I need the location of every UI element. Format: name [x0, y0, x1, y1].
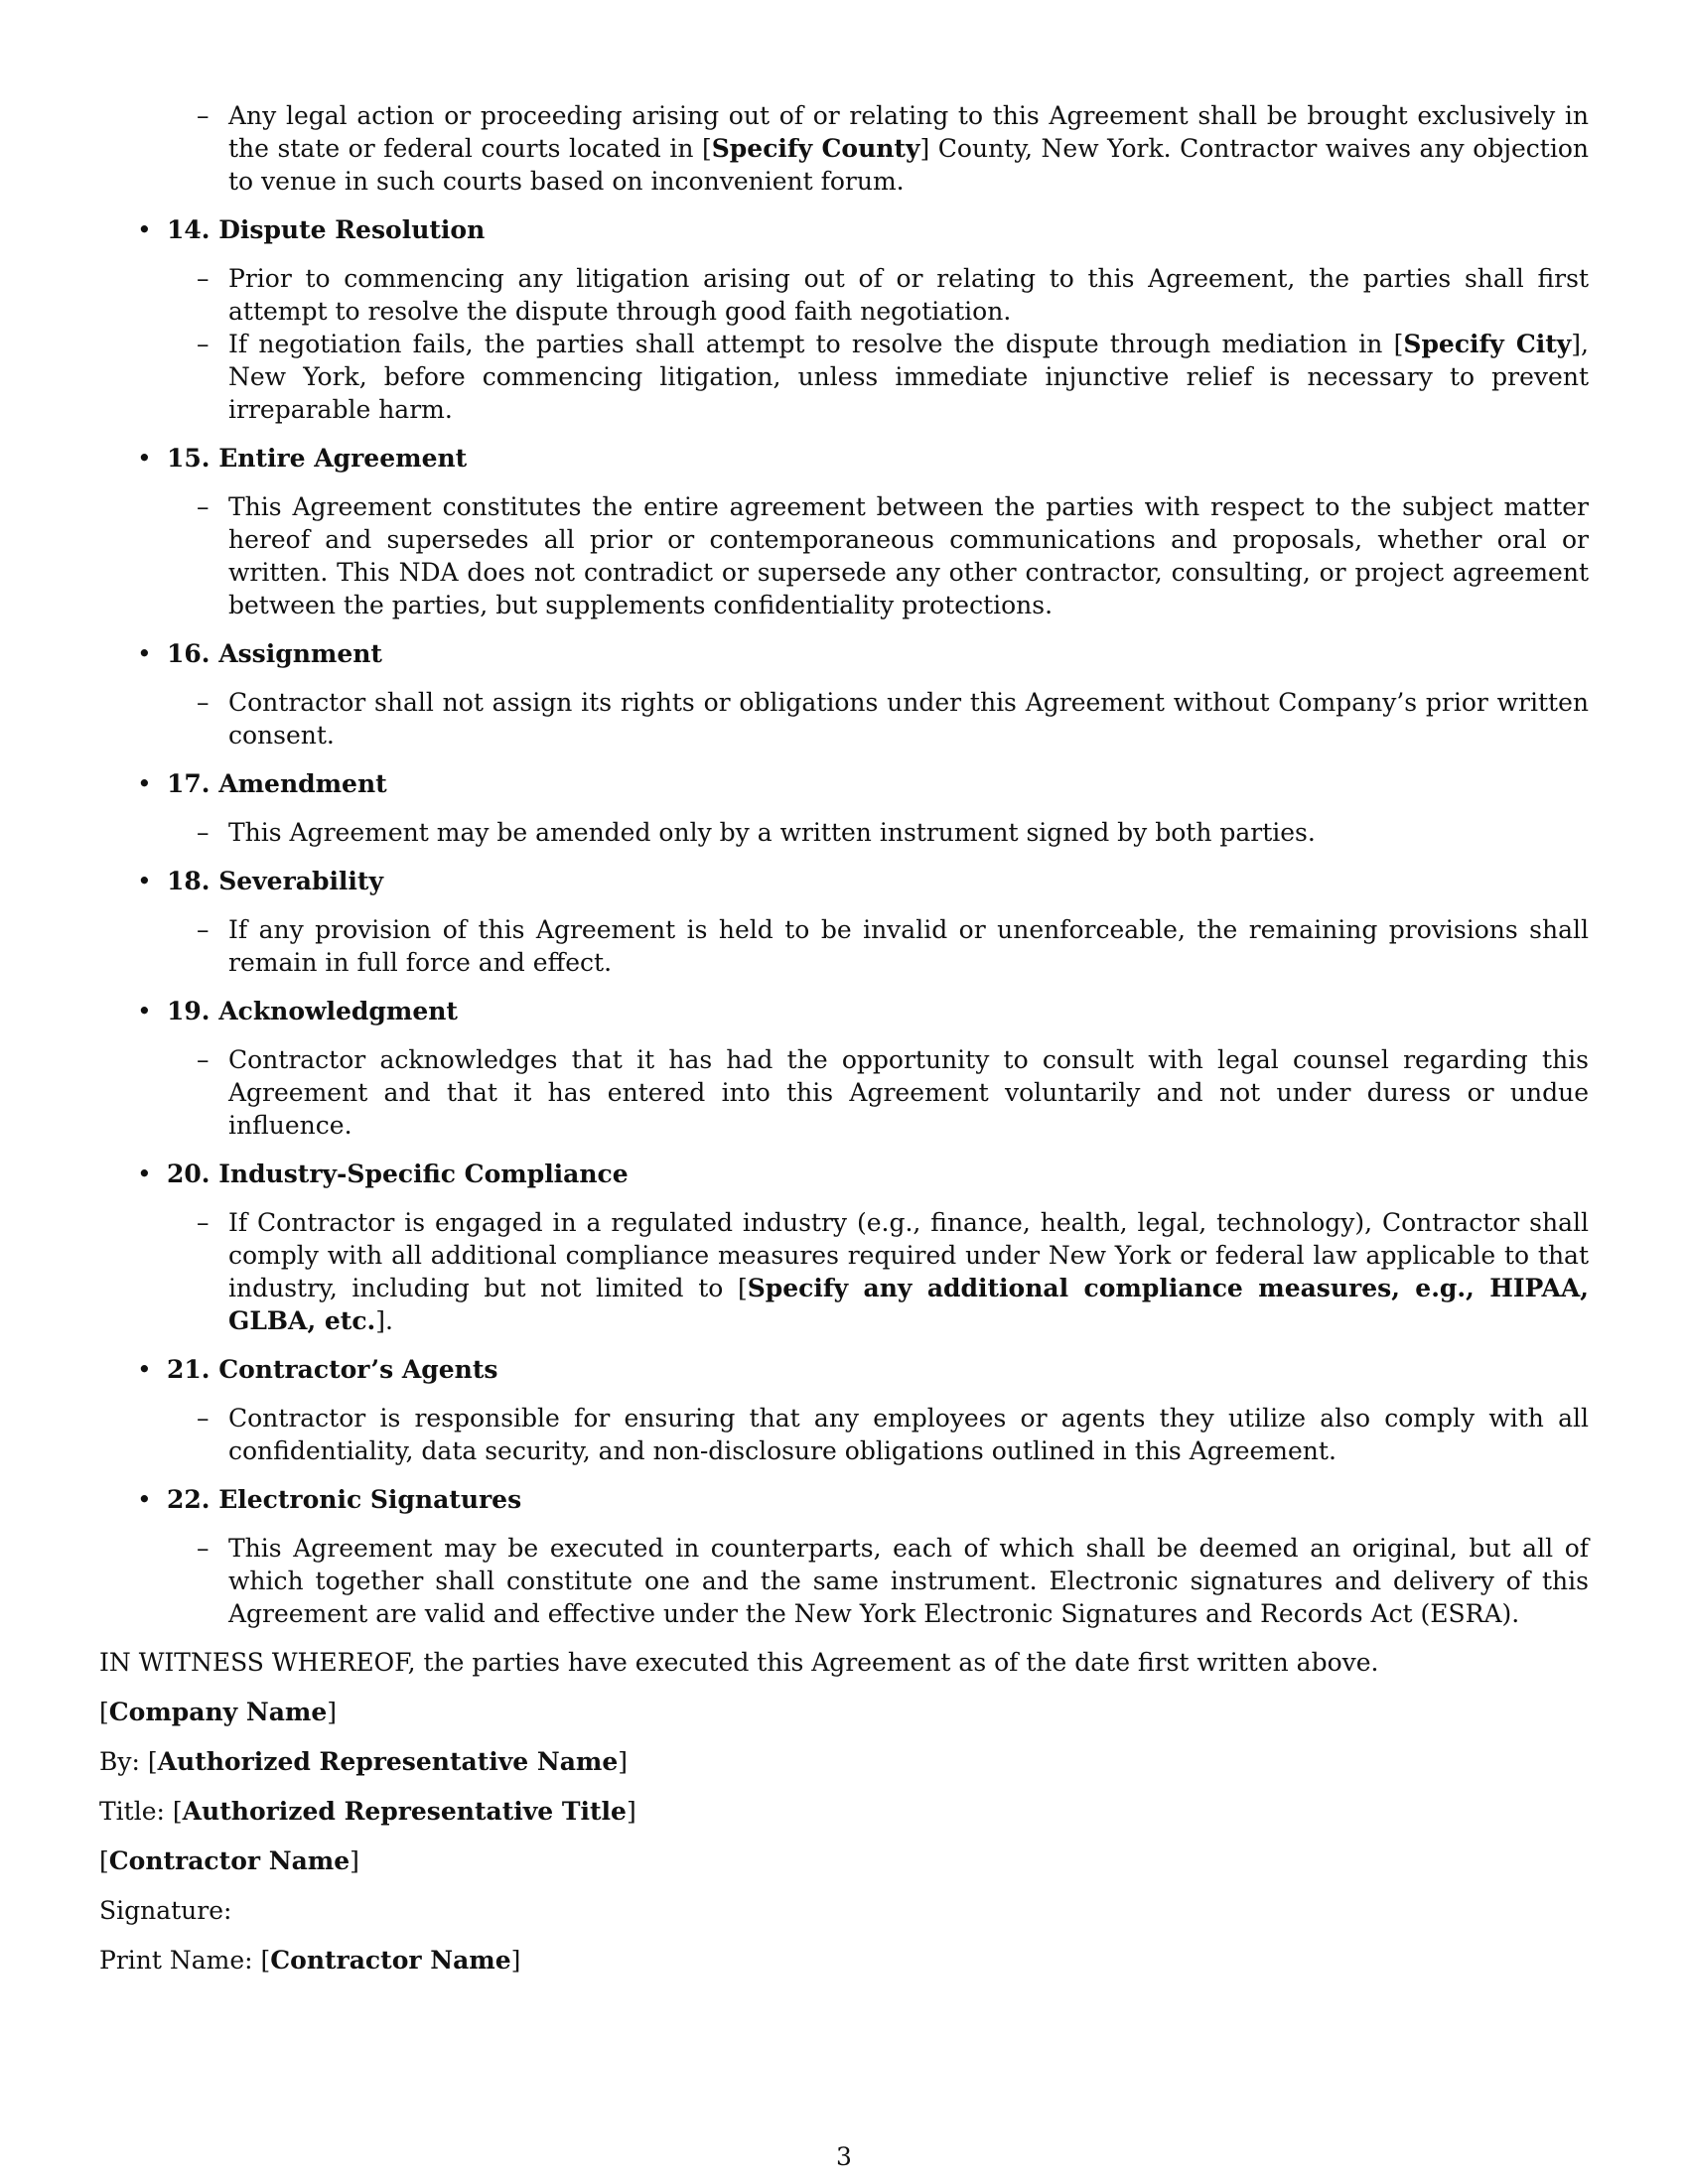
sub-item — [99, 913, 1589, 979]
section-22 — [99, 1483, 1589, 1630]
section-title: 14. Dispute Resolution — [167, 215, 486, 244]
section-20 — [99, 1158, 1589, 1337]
bullet-marker: • — [137, 769, 152, 798]
section-title: 18. Severability — [167, 867, 384, 895]
sub-item — [99, 328, 1589, 426]
section-heading — [99, 995, 1589, 1027]
title-label: Title: [ — [99, 1797, 183, 1826]
sub-item-text: Contractor is responsible for ensuring that any employees or agents they utilize also comply with all confidentiality, data security, and non-disclosure obligations outlined in this Agreement. — [228, 1404, 1589, 1465]
dash-marker: – — [197, 915, 210, 944]
contractor-name-line — [99, 1844, 1589, 1877]
sub-item-text: Prior to commencing any litigation arising out of or relating to this Agreement, the parties shall first attempt to resolve the dispute through good faith negotiation. — [228, 264, 1589, 326]
sub-item — [99, 1532, 1589, 1630]
section-16 — [99, 637, 1589, 751]
print-name-line — [99, 1944, 1589, 1977]
section-title: 15. Entire Agreement — [167, 444, 468, 473]
dash-marker: – — [197, 1534, 210, 1563]
placeholder-print-name: Contractor Name — [270, 1946, 511, 1975]
document-content — [99, 99, 1589, 1993]
bullet-marker: • — [137, 1160, 152, 1188]
placeholder-contractor-name: Contractor Name — [108, 1846, 351, 1875]
sub-item-text: ]. — [375, 1306, 393, 1335]
sub-item-text: If any provision of this Agreement is held to be invalid or unenforceable, the remaining provisions shall remain in full force and effect. — [228, 915, 1589, 977]
sub-item-text: If negotiation fails, the parties shall attempt to resolve the dispute through mediation in [ — [228, 330, 1404, 358]
section-heading — [99, 1483, 1589, 1516]
sub-item — [99, 490, 1589, 621]
bullet-marker: • — [137, 639, 152, 668]
dash-marker: – — [197, 101, 210, 130]
signature-line: Signature: — [99, 1896, 232, 1925]
page-number: 3 — [836, 2142, 852, 2171]
bullet-marker: • — [137, 997, 152, 1025]
dash-marker: – — [197, 688, 210, 717]
dash-marker: – — [197, 330, 210, 358]
bullet-marker: • — [137, 215, 152, 244]
section-title: 16. Assignment — [167, 639, 382, 668]
title-line — [99, 1795, 1589, 1828]
placeholder-company-name: Company Name — [108, 1698, 328, 1726]
placeholder-rep-name: Authorized Representative Name — [157, 1747, 619, 1776]
bracket: [ — [99, 1698, 109, 1726]
section-title: 22. Electronic Signatures — [167, 1485, 522, 1514]
by-line — [99, 1745, 1589, 1778]
by-label: By: [ — [99, 1747, 158, 1776]
dash-marker: – — [197, 1045, 210, 1074]
sub-item — [99, 1402, 1589, 1467]
placeholder-county: Specify County — [711, 134, 920, 163]
sub-item-text: Contractor shall not assign its rights or obligations under this Agreement without Company’s prior written consent. — [228, 688, 1589, 750]
sub-item-text: Any legal action or proceeding arising out of or relating to this Agreement shall be brought exclusively in the state or federal courts located in [ — [228, 101, 1589, 163]
section-heading — [99, 213, 1589, 246]
sub-item — [99, 816, 1589, 849]
sub-item-text: ], New York, before commencing litigation, unless immediate injunctive relief is necessary to prevent irreparable harm. — [228, 330, 1589, 424]
bracket: [ — [99, 1846, 109, 1875]
dash-marker: – — [197, 818, 210, 847]
placeholder-rep-title: Authorized Representative Title — [182, 1797, 627, 1826]
bullet-marker: • — [137, 444, 152, 473]
witness-statement: IN WITNESS WHEREOF, the parties have executed this Agreement as of the date first written above. — [99, 1648, 1379, 1677]
section-heading — [99, 1353, 1589, 1386]
dash-marker: – — [197, 492, 210, 521]
sub-item-text: This Agreement may be amended only by a written instrument signed by both parties. — [228, 818, 1316, 847]
bracket: ] — [626, 1797, 636, 1826]
section-title: 21. Contractor’s Agents — [167, 1355, 498, 1384]
bullet-marker: • — [137, 1485, 152, 1514]
section-heading — [99, 1158, 1589, 1190]
sub-item-text: This Agreement may be executed in counterparts, each of which shall be deemed an original, but all of which together shall constitute one and the same instrument. Electronic signatures and delivery of this Agreement are valid and effective under the New York Electronic Signatures and Records Act (ESRA). — [228, 1534, 1589, 1628]
sub-item-text: This Agreement constitutes the entire agreement between the parties with respect to the subject matter hereof and supersedes all prior or contemporaneous communications and proposals, whether oral or written. This NDA does not contradict or supersede any other contractor, consulting, or project agreement between the parties, but supplements confidentiality protections. — [228, 492, 1589, 619]
print-name-label: Print Name: [ — [99, 1946, 271, 1975]
section-title: 20. Industry-Specific Compliance — [167, 1160, 629, 1188]
section-14 — [99, 213, 1589, 426]
bullet-marker: • — [137, 867, 152, 895]
bracket: ] — [350, 1846, 359, 1875]
signature-block — [99, 1646, 1589, 1977]
bracket: ] — [327, 1698, 338, 1726]
sub-item-text: ] County, New York. Contractor waives any objection to venue in such courts based on inconvenient forum. — [228, 134, 1589, 196]
dash-marker: – — [197, 1208, 210, 1237]
section-13-continuation — [99, 99, 1589, 198]
sub-item — [99, 686, 1589, 751]
placeholder-compliance: Specify any additional compliance measures, e.g., HIPAA, GLBA, etc. — [228, 1274, 1589, 1335]
section-17 — [99, 767, 1589, 849]
sub-item-text: Contractor acknowledges that it has had the opportunity to consult with legal counsel regarding this Agreement and that it has entered into this Agreement voluntarily and not under duress or undue influence. — [228, 1045, 1589, 1140]
bullet-marker: • — [137, 1355, 152, 1384]
section-heading — [99, 865, 1589, 897]
sub-item — [99, 1043, 1589, 1142]
dash-marker: – — [197, 1404, 210, 1433]
section-19 — [99, 995, 1589, 1142]
section-title: 19. Acknowledgment — [167, 997, 458, 1025]
section-18 — [99, 865, 1589, 979]
section-15 — [99, 442, 1589, 621]
placeholder-city: Specify City — [1403, 330, 1572, 358]
sub-item-text: If Contractor is engaged in a regulated industry (e.g., finance, health, legal, technology), Contractor shall comply with all additional compliance measures required under New York or federal law applicable to that industry, including but not limited to [ — [228, 1208, 1589, 1302]
sub-item — [99, 262, 1589, 328]
section-heading — [99, 442, 1589, 475]
bracket: ] — [510, 1946, 521, 1975]
dash-marker: – — [197, 264, 210, 293]
company-name-line — [99, 1696, 1589, 1728]
section-title: 17. Amendment — [167, 769, 387, 798]
section-heading — [99, 637, 1589, 670]
sub-item-venue — [99, 99, 1589, 198]
sub-item — [99, 1206, 1589, 1337]
section-21 — [99, 1353, 1589, 1467]
section-heading — [99, 767, 1589, 800]
bracket: ] — [618, 1747, 629, 1776]
